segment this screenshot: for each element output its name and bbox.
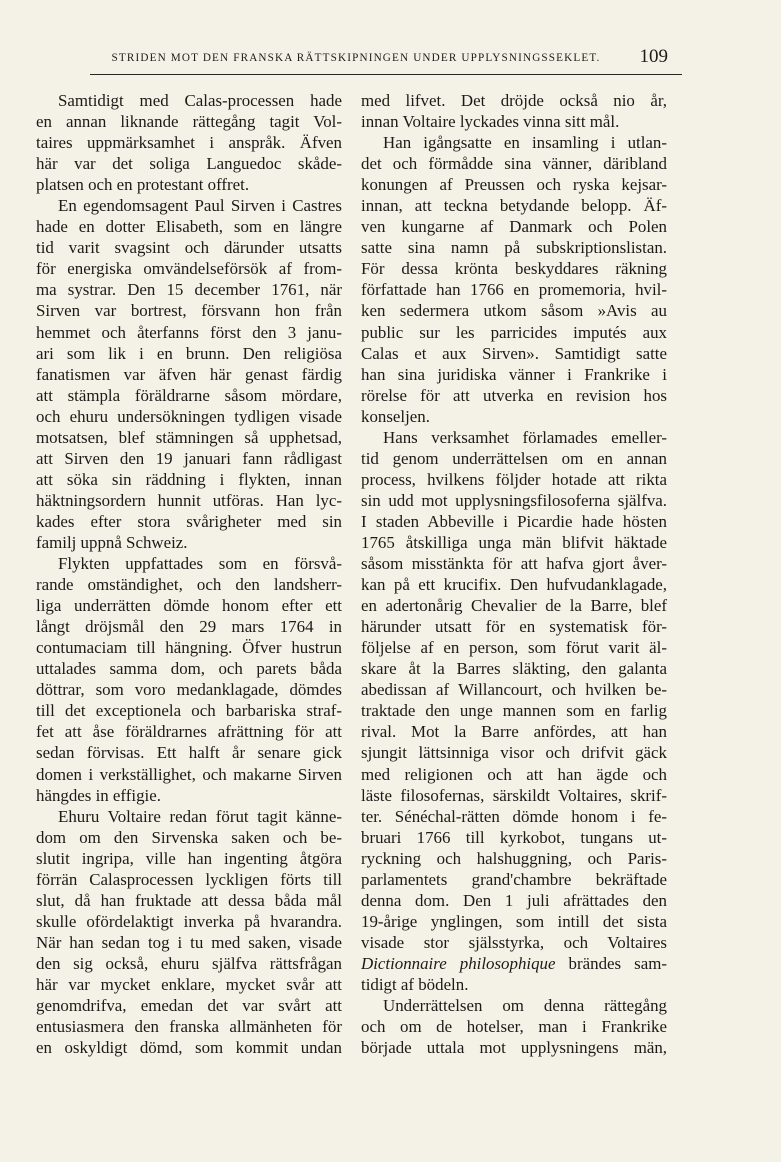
text-line: ven kungarne af Danmark och Polen — [361, 217, 667, 237]
text-line: contumaciam till hängning. Öfver hustrun — [36, 638, 342, 658]
text-line: traktade den unge mannen som en farlig — [361, 701, 667, 721]
text-line: 1765 åtskilliga unga män blifvit häktade — [361, 532, 667, 552]
text-line: liga underrätten dömde honom efter ett — [36, 596, 342, 616]
text-line: häktningsordern hunnit utföras. Han lyc- — [36, 490, 342, 510]
text-line: skulle ofördelaktigt inverka på hvarandra. — [36, 911, 342, 931]
text-line: rande omständighet, och den landsherr- — [36, 575, 342, 595]
text-line: Flykten uppfattades som en försvå- — [58, 554, 342, 574]
text-line: ma systrar. Den 15 december 1761, när — [36, 280, 342, 300]
text-line: kades efter stora svårigheter med sin — [36, 511, 342, 531]
text-line: process, hvilkens följder hotade att rikta — [361, 469, 667, 489]
text-line: en annan liknande rättegång tagit Vol- — [36, 112, 342, 132]
text-line: ryckning och halshuggning, och Paris- — [361, 848, 667, 868]
text-line: innan, att teckna betydande belopp. Äf- — [361, 196, 667, 216]
text-line: satte sina namn på subskriptionslistan. — [361, 238, 667, 258]
text-line: dom om den Sirvenska saken och be- — [36, 827, 342, 847]
text-line: innan Voltaire lyckades vinna sitt mål. — [361, 112, 620, 132]
text-line: bruari 1766 till kyrkobot, tungans ut- — [361, 827, 667, 847]
text-line: fet att åse föräldrarnes afrättning för att — [36, 722, 342, 742]
text-line: uttalades samma dom, och parets båda — [36, 659, 342, 679]
text-line: tid genom underrättelsen om en annan — [361, 448, 667, 468]
text-line: Calas et aux Sirven». Samtidigt satte — [361, 343, 667, 363]
text-line: att Sirven den 19 januari fann rådligast — [36, 448, 342, 468]
text-line: för energiska omvändelseförsök af from- — [36, 259, 342, 279]
text-line: med religionen och att han ägde och — [361, 764, 667, 784]
left-text-column — [36, 90, 342, 1058]
text-line: och ehuru undersökningen tydligen visade — [36, 406, 342, 426]
text-line: förrän Calasprocessen lyckligen förts till — [36, 869, 342, 889]
text-line: Han igångsatte en insamling i utlan- — [383, 133, 667, 153]
text-line: motsatsen, blef stämningen så upphetsad, — [36, 427, 342, 447]
text-line: författade han 1766 en promemoria, hvil- — [361, 280, 667, 300]
text-line: visade stor själsstyrka, och Voltaires — [361, 932, 667, 952]
text-line: till det exceptionela och barbariska straf- — [36, 701, 342, 721]
text-line: sjungit lättsinniga visor och drifvit gäck — [361, 743, 667, 763]
text-line: En egendomsagent Paul Sirven i Castres — [58, 196, 342, 216]
text-line: platsen och en protestant offret. — [36, 175, 250, 195]
text-line: den sig också, ehuru själfva rättsfrågan — [36, 953, 342, 973]
text-line: För dessa krönta beskyddares räkning — [361, 259, 667, 279]
text-line: domen i verkställighet, och makarne Sirven — [36, 764, 342, 784]
text-line: med lifvet. Det dröjde också nio år, — [361, 91, 667, 110]
text-line: Sirven var bortrest, försvann hon från — [36, 301, 342, 321]
text-line: följelse af en person, som förut varit äl- — [361, 638, 667, 658]
text-line: såsom misstänkta för att hafva gjort åver- — [361, 554, 667, 574]
text-line: fanatismen var äfven här genast färdig — [36, 364, 342, 384]
text-line: slut, då han fruktade att dessa båda mål — [36, 890, 342, 910]
text-line: denna dom. Den 1 juli afrättades den — [361, 890, 667, 910]
text-line: tidigt af bödeln. — [361, 974, 469, 994]
text-line: kan på ett krucifix. Den hufvudanklagade, — [361, 575, 667, 595]
text-line: konseljen. — [361, 406, 430, 426]
text-line: genomdrifva, emedan det var svårt att — [36, 996, 342, 1016]
text-line: långt dröjsmål den 29 mars 1764 in — [36, 617, 342, 637]
text-line: Underrättelsen om denna rättegång — [383, 996, 667, 1016]
text-line: ter. Sénéchal-rätten dömde honom i fe- — [361, 806, 667, 826]
text-line: och om de hotelser, man i Frankrike — [361, 1017, 667, 1037]
text-line: hängdes in effigie. — [36, 785, 161, 805]
text-line: hade en dotter Elisabeth, som en längre — [36, 217, 342, 237]
text-line: abedissan af Willancourt, och hvilken be- — [361, 680, 667, 700]
text-line: 19-årige ynglingen, som intill det sista — [361, 911, 667, 931]
text-line: slutit ingripa, ville han ingenting åtgöra — [36, 848, 342, 868]
text-line: sin udd mot upplysningsfilosoferna själfva. — [361, 490, 667, 510]
text-line: ken sedermera utkom såsom »Avis au — [361, 301, 667, 321]
running-header — [90, 48, 682, 75]
text-line: taires uppmärksamhet i anspråk. Äfven — [36, 133, 342, 153]
text-line: Ehuru Voltaire redan förut tagit känne- — [58, 806, 342, 826]
text-line: Hans verksamhet förlamades emeller- — [383, 427, 667, 447]
text-line: härunder utsatt för en systematisk för- — [361, 617, 667, 637]
text-line: entusiasmera den franska allmänheten för — [36, 1017, 342, 1037]
text-line: I staden Abbeville i Picardie hade hösten — [361, 511, 667, 531]
right-text-column — [361, 90, 667, 1058]
text-line: här var mycket enklare, mycket svår att — [36, 974, 342, 994]
text-line: här var det soliga Languedoc skåde- — [36, 154, 342, 174]
text-line: en adertonårig Chevalier de la Barre, blef — [361, 596, 667, 616]
text-line: hemmet och återfanns först den 3 janu- — [36, 322, 342, 342]
text-line: sedan förvisas. Ett halft år senare gick — [36, 743, 342, 763]
text-line: han sina juridiska vänner i Frankrike i — [361, 364, 667, 384]
text-line: ari som lik i en brunn. Den religiösa — [36, 343, 342, 363]
text-line: började uttala mot upplysningens män, — [361, 1038, 667, 1058]
text-line: rival. Mot la Barre anfördes, att han — [361, 722, 667, 742]
text-line: konungen af Preussen och ryska kejsar- — [361, 175, 667, 195]
page-number: 109 — [639, 46, 668, 67]
running-title: STRIDEN MOT DEN FRANSKA RÄTTSKIPNINGEN UNDER UPPLYSNINGSSEKLET. — [111, 52, 601, 64]
text-line: tid varit svagsint och därunder utsatts — [36, 238, 342, 258]
text-line: Samtidigt med Calas-processen hade — [58, 91, 342, 110]
text-line: skare åt la Barres släkting, den galanta — [361, 659, 667, 679]
text-line: läste filosofernas, särskildt Voltaires, skrif- — [361, 785, 667, 805]
text-line: rörelse för att utverka en revision hos — [361, 385, 667, 405]
text-line: att stämpla föräldrarne såsom mördare, — [36, 385, 342, 405]
text-line: public sur les parricides imputés aux — [361, 322, 667, 342]
text-line: Dictionnaire philosophique brändes sam- — [361, 953, 667, 973]
text-line: en oskyldigt dömd, som kommit undan — [36, 1038, 342, 1058]
text-line: att söka sin räddning i flykten, innan — [36, 469, 342, 489]
text-line: familj uppnå Schweiz. — [36, 532, 188, 552]
text-line: det och förmådde sina vänner, däribland — [361, 154, 667, 174]
text-line: När han sedan tog i tu med saken, visade — [36, 932, 342, 952]
text-line: parlamentets grand'chambre bekräftade — [361, 869, 667, 889]
text-line: döttrar, som voro medanklagade, dömdes — [36, 680, 342, 700]
